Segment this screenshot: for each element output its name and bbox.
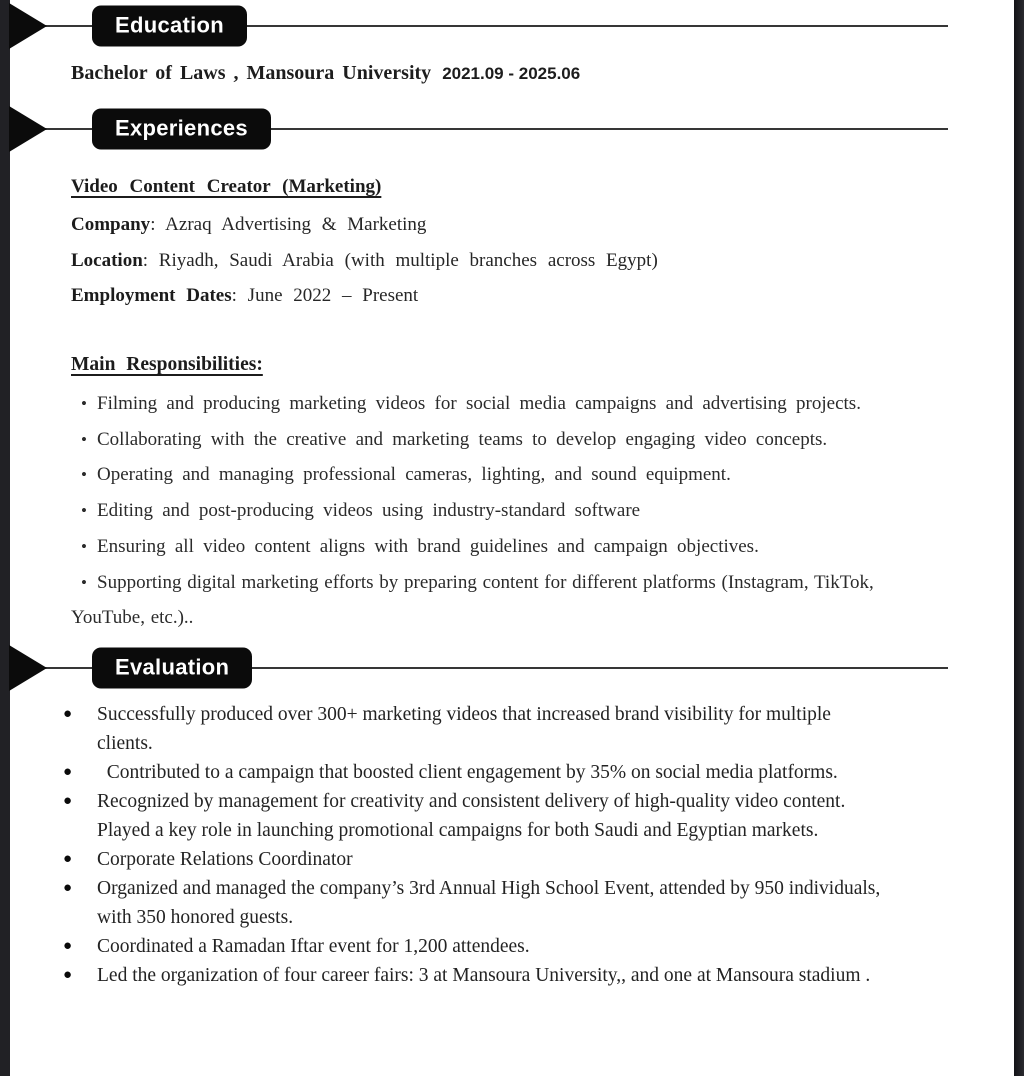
job-fields: [71, 207, 658, 314]
evaluation-item: [63, 845, 973, 874]
job-field-label: Company: [71, 214, 151, 235]
responsibility-continuation: YouTube, etc.)..: [71, 607, 194, 629]
job-field-row: [71, 207, 658, 243]
bullet-icon: •: [81, 572, 87, 592]
evaluation-list: [63, 700, 973, 990]
section-badge-evaluation: Evaluation: [92, 648, 252, 689]
bullet-icon: ●: [63, 938, 73, 954]
responsibility-text: Supporting digital marketing efforts by preparing content for different platforms (Instagram, TikTok,: [97, 571, 874, 593]
evaluation-item: [63, 961, 973, 990]
evaluation-line: Played a key role in launching promotional campaigns for both Saudi and Egyptian markets.: [97, 820, 819, 841]
evaluation-line: Led the organization of four career fairs: 3 at Mansoura University,, and one at Mansoura stadium .: [97, 965, 871, 986]
responsibility-text: Collaborating with the creative and marketing teams to develop engaging video concepts.: [97, 428, 828, 450]
responsibility-item: [71, 386, 971, 422]
bullet-icon: ●: [63, 706, 73, 722]
section-arrow-icon: [9, 106, 47, 152]
responsibility-item: [71, 493, 971, 529]
bullet-icon: ●: [63, 764, 73, 780]
responsibility-text: Editing and post-producing videos using industry-standard software: [97, 500, 641, 522]
section-badge-education: Education: [92, 6, 247, 47]
job-field-value: : Riyadh, Saudi Arabia (with multiple branches across Egypt): [142, 249, 658, 271]
evaluation-line: with 350 honored guests.: [97, 907, 294, 928]
job-field-label: Employment Dates: [71, 285, 232, 307]
evaluation-line: Contributed to a campaign that boosted client engagement by 35% on social media platforms.: [97, 762, 838, 783]
evaluation-line: Organized and managed the company’s 3rd Annual High School Event, attended by 950 individuals,: [97, 878, 881, 899]
page-right-edge: [1014, 0, 1024, 1076]
job-field-label: Location: [71, 249, 143, 271]
responsibility-text: Ensuring all video content aligns with brand guidelines and campaign objectives.: [97, 535, 759, 557]
bullet-icon: •: [81, 394, 87, 413]
education-entry: [71, 62, 580, 85]
evaluation-line: Coordinated a Ramadan Iftar event for 1,200 attendees.: [97, 936, 530, 957]
evaluation-item: [63, 874, 973, 932]
job-field-row: [71, 278, 658, 314]
responsibility-item: [71, 457, 971, 493]
responsibilities-heading: Main Responsibilities:: [71, 354, 263, 375]
responsibility-item: [71, 422, 971, 458]
evaluation-line: clients.: [97, 733, 153, 754]
section-badge-experiences: Experiences: [92, 109, 271, 150]
bullet-icon: ●: [63, 793, 73, 809]
job-field-value: : June 2022 – Present: [231, 285, 419, 307]
degree-text: Bachelor of Laws , Mansoura University: [71, 62, 432, 84]
evaluation-line: Successfully produced over 300+ marketing videos that increased brand visibility for multiple: [97, 704, 831, 725]
job-field-value: : Azraq Advertising & Marketing: [150, 214, 427, 235]
degree-dates: 2021.09 - 2025.06: [442, 64, 581, 83]
bullet-icon: ●: [63, 967, 73, 983]
page-left-edge: [0, 0, 10, 1076]
responsibilities-list: [71, 386, 971, 636]
evaluation-item: [63, 700, 973, 758]
responsibility-item: [71, 529, 971, 565]
bullet-icon: ●: [63, 880, 73, 896]
responsibility-text: Filming and producing marketing videos for social media campaigns and advertising projects.: [97, 393, 861, 414]
job-field-row: [71, 243, 658, 279]
responsibility-item: [71, 565, 971, 636]
bullet-icon: •: [81, 465, 87, 485]
evaluation-item: [63, 932, 973, 961]
bullet-icon: •: [81, 429, 87, 449]
bullet-icon: •: [81, 501, 87, 521]
evaluation-item: [63, 758, 973, 787]
responsibility-text: Operating and managing professional cameras, lighting, and sound equipment.: [97, 464, 731, 486]
job-title: Video Content Creator (Marketing): [71, 176, 382, 197]
section-arrow-icon: [9, 645, 47, 691]
evaluation-item: [63, 787, 973, 845]
evaluation-line: Recognized by management for creativity and consistent delivery of high-quality video content.: [97, 791, 846, 812]
bullet-icon: •: [81, 536, 87, 556]
bullet-icon: ●: [63, 851, 73, 867]
evaluation-line: Corporate Relations Coordinator: [97, 849, 353, 870]
section-arrow-icon: [9, 3, 47, 49]
